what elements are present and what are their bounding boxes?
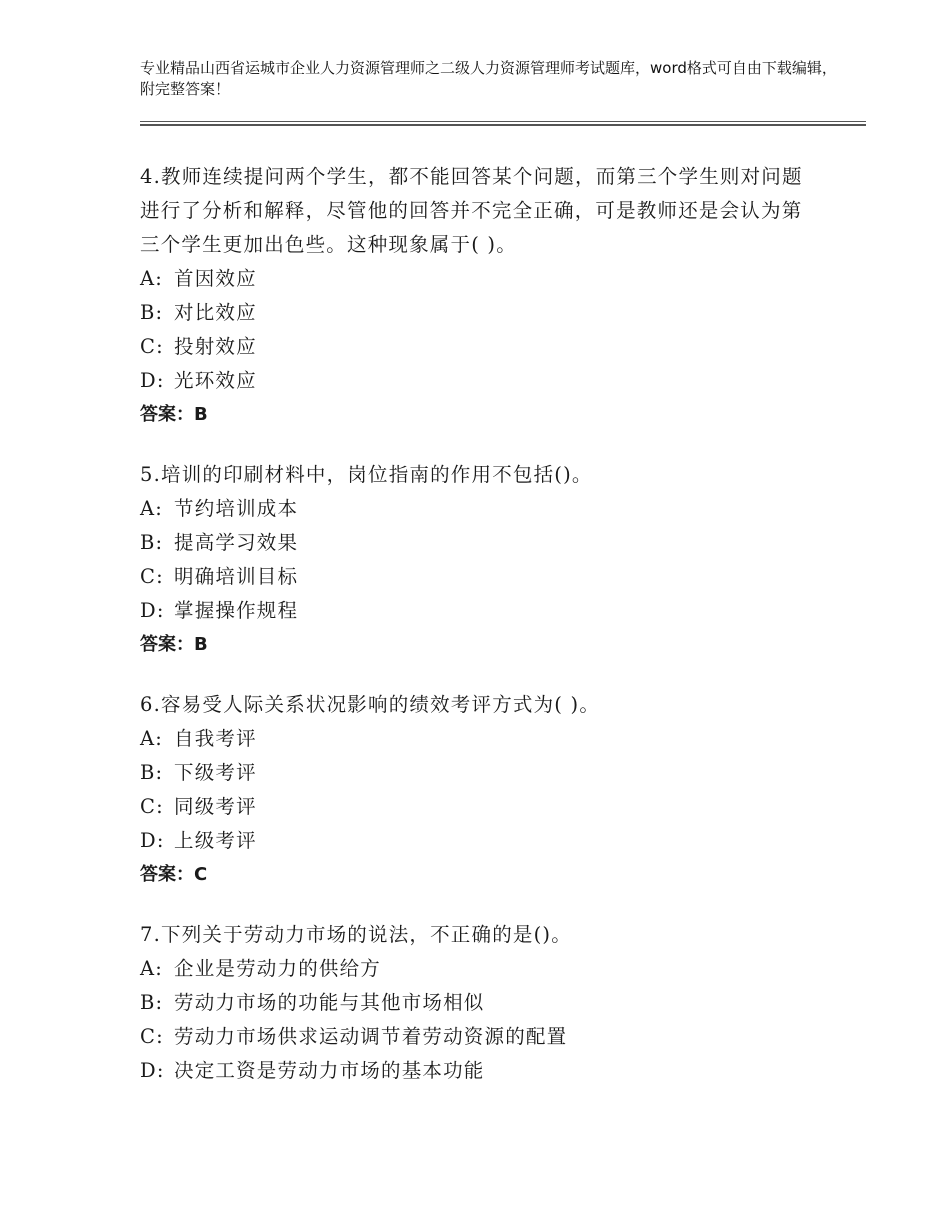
option-key: B: — [140, 761, 164, 784]
option-a — [140, 492, 820, 526]
option-key: A: — [140, 957, 164, 980]
option-d — [140, 1054, 820, 1088]
option-c — [140, 330, 820, 364]
question-text: 6.容易受人际关系状况影响的绩效考评方式为( )。 — [140, 693, 601, 716]
option-key: B: — [140, 991, 164, 1014]
option-a — [140, 262, 820, 296]
document-header: 专业精品山西省运城市企业人力资源管理师之二级人力资源管理师考试题库，word格式可自由下载编辑，附完整答案！ — [140, 59, 837, 98]
option-b — [140, 986, 820, 1020]
option-b — [140, 756, 820, 790]
option-text: 劳动力市场供求运动调节着劳动资源的配置 — [174, 1025, 568, 1048]
option-key: C: — [140, 335, 164, 358]
question-7 — [140, 918, 820, 1088]
option-text: 同级考评 — [174, 795, 257, 818]
option-d — [140, 594, 820, 628]
header-rule-thin — [140, 121, 866, 122]
question-text: 5.培训的印刷材料中，岗位指南的作用不包括()。 — [140, 463, 593, 486]
option-c — [140, 1020, 820, 1054]
option-text: 首因效应 — [174, 267, 257, 290]
option-key: D: — [140, 369, 165, 392]
option-key: B: — [140, 531, 164, 554]
option-key: C: — [140, 565, 164, 588]
option-text: 劳动力市场的功能与其他市场相似 — [174, 991, 485, 1014]
option-key: C: — [140, 795, 164, 818]
question-text: 7.下列关于劳动力市场的说法，不正确的是()。 — [140, 923, 572, 946]
option-text: 投射效应 — [174, 335, 257, 358]
option-key: C: — [140, 1025, 164, 1048]
option-key: D: — [140, 1059, 165, 1082]
answer: 答案：C — [140, 864, 208, 885]
answer: 答案：B — [140, 634, 208, 655]
option-text: 提高学习效果 — [174, 531, 299, 554]
option-c — [140, 560, 820, 594]
option-c — [140, 790, 820, 824]
question-4 — [140, 160, 820, 432]
option-key: A: — [140, 267, 164, 290]
option-text: 自我考评 — [174, 727, 257, 750]
option-text: 上级考评 — [174, 829, 257, 852]
question-6 — [140, 688, 820, 892]
option-text: 对比效应 — [174, 301, 257, 324]
option-a — [140, 952, 820, 986]
option-text: 光环效应 — [174, 369, 257, 392]
option-text: 下级考评 — [174, 761, 257, 784]
option-key: B: — [140, 301, 164, 324]
header-rule-thick — [140, 124, 866, 126]
option-text: 节约培训成本 — [174, 497, 299, 520]
option-a — [140, 722, 820, 756]
option-text: 明确培训目标 — [174, 565, 299, 588]
option-b — [140, 296, 820, 330]
option-key: A: — [140, 497, 164, 520]
option-text: 决定工资是劳动力市场的基本功能 — [174, 1059, 485, 1082]
question-text: 4.教师连续提问两个学生，都不能回答某个问题，而第三个学生则对问题进行了分析和解释，尽管他的回答并不完全正确，可是教师还是会认为第三个学生更加出色些。这种现象属于( )。 — [140, 165, 803, 256]
option-b — [140, 526, 820, 560]
question-5 — [140, 458, 820, 662]
option-key: D: — [140, 599, 165, 622]
option-text: 掌握操作规程 — [174, 599, 299, 622]
option-d — [140, 364, 820, 398]
option-key: A: — [140, 727, 164, 750]
question-list — [140, 160, 820, 1114]
option-d — [140, 824, 820, 858]
option-key: D: — [140, 829, 165, 852]
option-text: 企业是劳动力的供给方 — [174, 957, 382, 980]
answer: 答案：B — [140, 404, 208, 425]
